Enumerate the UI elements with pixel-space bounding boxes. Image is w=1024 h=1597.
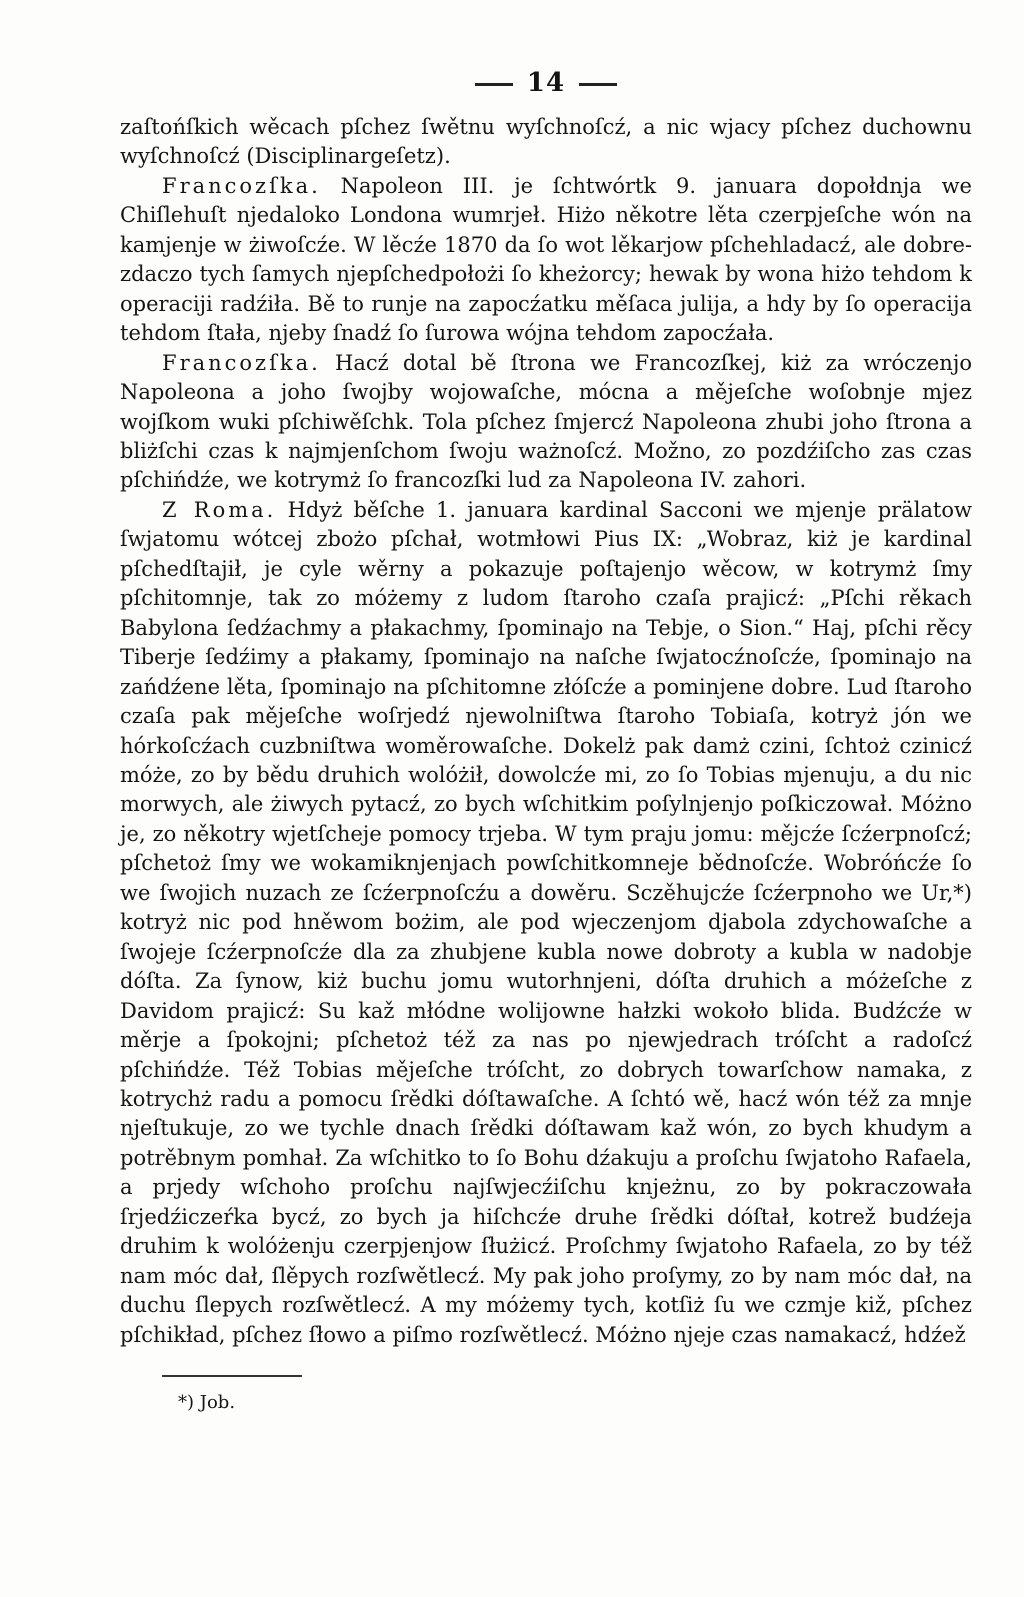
- paragraph-text: Hdyż běſche 1. januara kardinal Sacconi we mjenje prälatow ſwjatomu wótcej zbożo pſchał, wotmłowi Pius IX: „Wobraz, kiż je kardinal pſchedſtajił, je cyle wěrny a pokazuje poſtajenjo wěcow, w kotrymż ſmy pſchitomnje, tak zo móżemy z ludom ſtaroho czaſa prajicź: „Pſchi rěkach Babylona ſedźachmy a płakachmy, ſpominajo na Tebje, o Sion.“ Haj, pſchi rěcy Tiberje ſedźimy a płakamy, ſpominajo na naſche ſwjatocźnoſcźe, ſpominajo na zańdźene lěta, ſpominajo na pſchitomne złóſcźe a pominjene dobre. Lud ſtaroho czaſa pak mějeſche woſrjedź njewolniſtwa ſtaroho Tobiaſa, kotryż jón we hórkoſcźach cuzbniſtwa woměrowaſche. Dokelż pak damż czini, ſchtoż czinicź móże, zo by bědu druhich wolóżił, dowolcźe mi, zo ſo Tobias mjenuju, a du nic morwych, ale żiwych pytacź, zo bych wſchitkim poſylnjenjo poſkiczował. Móżno je, zo někotry wjetſcheje pomocy trjeba. W tym praju jomu: mějcźe ſcźerpnoſcź; pſchetoż ſmy we wokamiknjenjach powſchitkomneje bědnoſcźe. Wobróńcźe ſo we ſwojich nuzach ze ſcźerpnoſcźu a dowěru. Sczěhujcźe ſcźerpnoho we Ur,*) kotryż nic pod hněwom bożim, ale pod wjeczenjom djabola zdychowaſche a ſwojeje ſcźerpnoſcźe dla za zhubjene kubla nowe dobroty a kubla w nadobje dóſta. Za ſynow, kiż buchu jomu wutorhnjeni, dóſta druhich a móżeſche z Davidom prajicź: Su kaž młódne wolijowne hałzki wokoło blida. Budźcźe w měrje a ſpokojni; pſchetoż též za nas po njewjedrach tróſcht a radoſcź pſchińdźe. Též Tobias mějeſche tróſcht, zo dobrych towarſchow namaka, z kotrychż radu a pomocu ſrědki dóſtawaſche. A ſchtó wě, hacź wón též za mnje njeſtukuje, zo we tychle dnach ſrědki dóſtawam kaž wón, zo bych khudym a potrěbnym pomhał. Za wſchitko to ſo Bohu dźakuju a proſchu ſwjatoho Rafaela, a prjedy wſchoho proſchu najſwjecźiſchu knjeżnu, zo by pokraczowała ſrjedźiczeŕka bycź, zo bych ja hiſchcźe druhe ſrědki dóſtał, kotrež budźeja druhim k wolóżenju czerpjenjow ſłużicź. Proſchmy ſwjatoho Rafaela, zo by též nam móc dał, ſlěpych rozſwětlecź. My pak joho proſymy, zo by nam móc dał, na duchu ſlepych rozſwětlecź. A my móżemy tych, kotſiż ſu we czmje kiž, pſchez pſchikład, pſchez ſłowo a piſmo rozſwětlecź. Móżno njeje czas namakacź, hdźež: [120, 497, 972, 1347]
- paragraph-text: Napoleon III. je ſchtwórtk 9. januara dopołdnja we Chiſlehuſt njedaloko Londona wumrjeł. Hiżo někotre lěta czerpjeſche wón na kamjenje w żiwoſcźe. W lěcźe 1870 da ſo wot lěkarjow pſchehladacź, ale dobrezdaczo tych ſamych njepſchedpołożi ſo kheżorcy; hewak by wona hiżo tehdom k operaciji radźiła. Bě to runje na zapocźatku měſaca julija, a hdy by ſo operacija tehdom ſtała, njeby ſnadź ſo ſurowa wójna tehdom zapocźała.: [120, 173, 972, 346]
- body-text: [120, 113, 972, 1350]
- paragraph-text: zaſtońſkich wěcach pſchez ſwětnu wyſchnoſcź, a nic wjacy pſchez duchownu wyſchnoſcź (Disciplinargeſetz).: [120, 115, 972, 169]
- page-number: 14: [526, 68, 566, 98]
- paragraph: [120, 349, 972, 496]
- paragraph: [120, 113, 972, 172]
- footnote: *) Job.: [178, 1392, 236, 1414]
- section-heading: Z Roma.: [162, 497, 277, 522]
- footnote-rule: [162, 1375, 302, 1377]
- page-header: [120, 68, 972, 98]
- paragraph: [120, 496, 972, 1350]
- header-dash-left: [475, 83, 513, 86]
- section-heading: Francozſka.: [162, 173, 321, 198]
- paragraph: [120, 172, 972, 349]
- paragraph-text: Hacź dotal bě ſtrona we Francozſkej, kiż za wróczenjo Napoleona a joho ſwojby wojowaſche, mócna a mějeſche woſobnje mjez wojſkom wuki pſchiwěſchk. Tola pſchez ſmjercź Napoleona zhubi joho ſtrona a bliżſchi czas k najmjenſchom ſwoju ważnoſcź. Možno, zo pozdźiſcho zas czas pſchińdźe, we kotrymż ſo francozſki lud za Napoleona IV. zahori.: [120, 350, 972, 493]
- header-dash-right: [579, 83, 617, 86]
- section-heading: Francozſka.: [162, 350, 321, 375]
- document-page: [120, 68, 972, 1413]
